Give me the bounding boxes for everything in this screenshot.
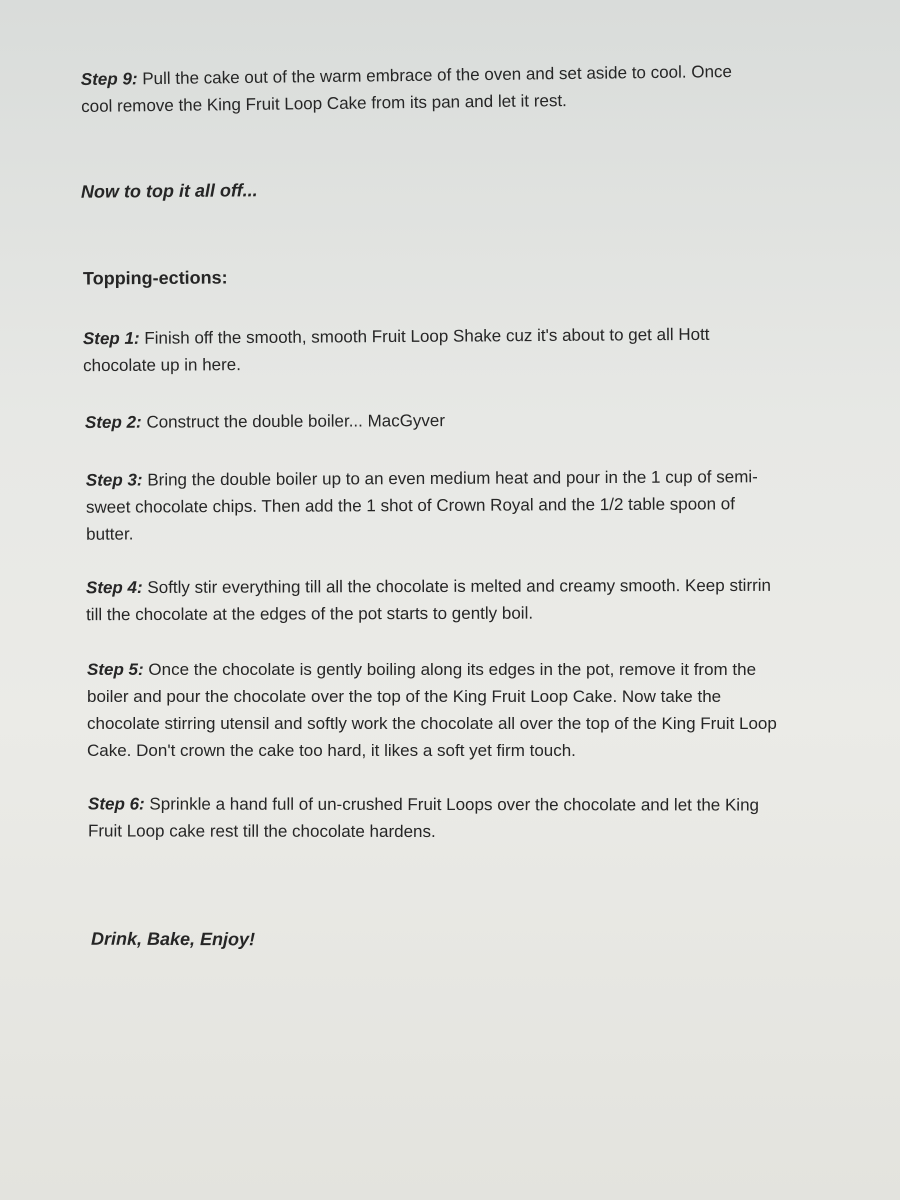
step-1-line-1 bbox=[83, 321, 710, 352]
step-label: Step 1: bbox=[82, 328, 140, 349]
step-3-line-1 bbox=[86, 463, 758, 494]
intro-step-9 bbox=[81, 58, 733, 120]
step-6 bbox=[88, 790, 759, 845]
step-1-line-2: chocolate up in here. bbox=[83, 355, 242, 376]
step-5-line-3: chocolate stirring utensil and softly work the chocolate all over the top of the King Fruit Loop bbox=[87, 714, 777, 733]
step-text: Bring the double boiler up to an even medium heat and pour in the 1 cup of semi- bbox=[147, 467, 758, 490]
step-4-line-2: till the chocolate at the edges of the pot starts to gently boil. bbox=[86, 603, 534, 625]
step-4-line-1 bbox=[86, 572, 771, 601]
step-label: Step 9: bbox=[80, 69, 138, 89]
step-3-line-2: sweet chocolate chips. Then add the 1 shot of Crown Royal and the 1/2 table spoon of bbox=[85, 494, 735, 517]
step-text: Finish off the smooth, smooth Fruit Loop Shake cuz it's about to get all Hott bbox=[144, 324, 710, 348]
step-label: Step 2: bbox=[84, 412, 142, 432]
step-label: Step 6: bbox=[88, 794, 145, 814]
intro-step-line-2: cool remove the King Fruit Loop Cake from its pan and let it rest. bbox=[81, 91, 567, 116]
step-4 bbox=[86, 572, 771, 628]
step-label: Step 3: bbox=[85, 470, 143, 490]
step-5-line-4: Cake. Don't crown the cake too hard, it likes a soft yet firm touch. bbox=[87, 741, 576, 760]
transition-heading: Now to top it all off... bbox=[80, 180, 258, 202]
step-label: Step 4: bbox=[85, 577, 143, 598]
step-2 bbox=[85, 407, 445, 436]
step-text: Construct the double boiler... MacGyver bbox=[146, 411, 446, 432]
step-2-line-1 bbox=[85, 407, 445, 436]
closing-line: Drink, Bake, Enjoy! bbox=[90, 928, 256, 950]
step-3-line-3: butter. bbox=[86, 524, 134, 544]
step-5 bbox=[87, 656, 777, 764]
step-text: Sprinkle a hand full of un-crushed Fruit Loops over the chocolate and let the King bbox=[149, 794, 760, 815]
step-5-line-1 bbox=[87, 656, 777, 683]
step-5-line-2: boiler and pour the chocolate over the top of the King Fruit Loop Cake. Now take the bbox=[87, 687, 722, 706]
step-text: Once the chocolate is gently boiling along its edges in the pot, remove it from the bbox=[148, 660, 757, 679]
section-heading: Topping-ections: bbox=[82, 267, 228, 289]
step-3 bbox=[86, 463, 758, 548]
step-6-line-2: Fruit Loop cake rest till the chocolate hardens. bbox=[87, 821, 436, 842]
step-text: Softly stir everything till all the chocolate is melted and creamy smooth. Keep stirrin bbox=[147, 575, 772, 597]
step-1 bbox=[83, 321, 710, 379]
step-6-line-1 bbox=[88, 790, 759, 818]
step-text: Pull the cake out of the warm embrace of the oven and set aside to cool. Once bbox=[142, 62, 733, 89]
step-label: Step 5: bbox=[87, 660, 144, 679]
